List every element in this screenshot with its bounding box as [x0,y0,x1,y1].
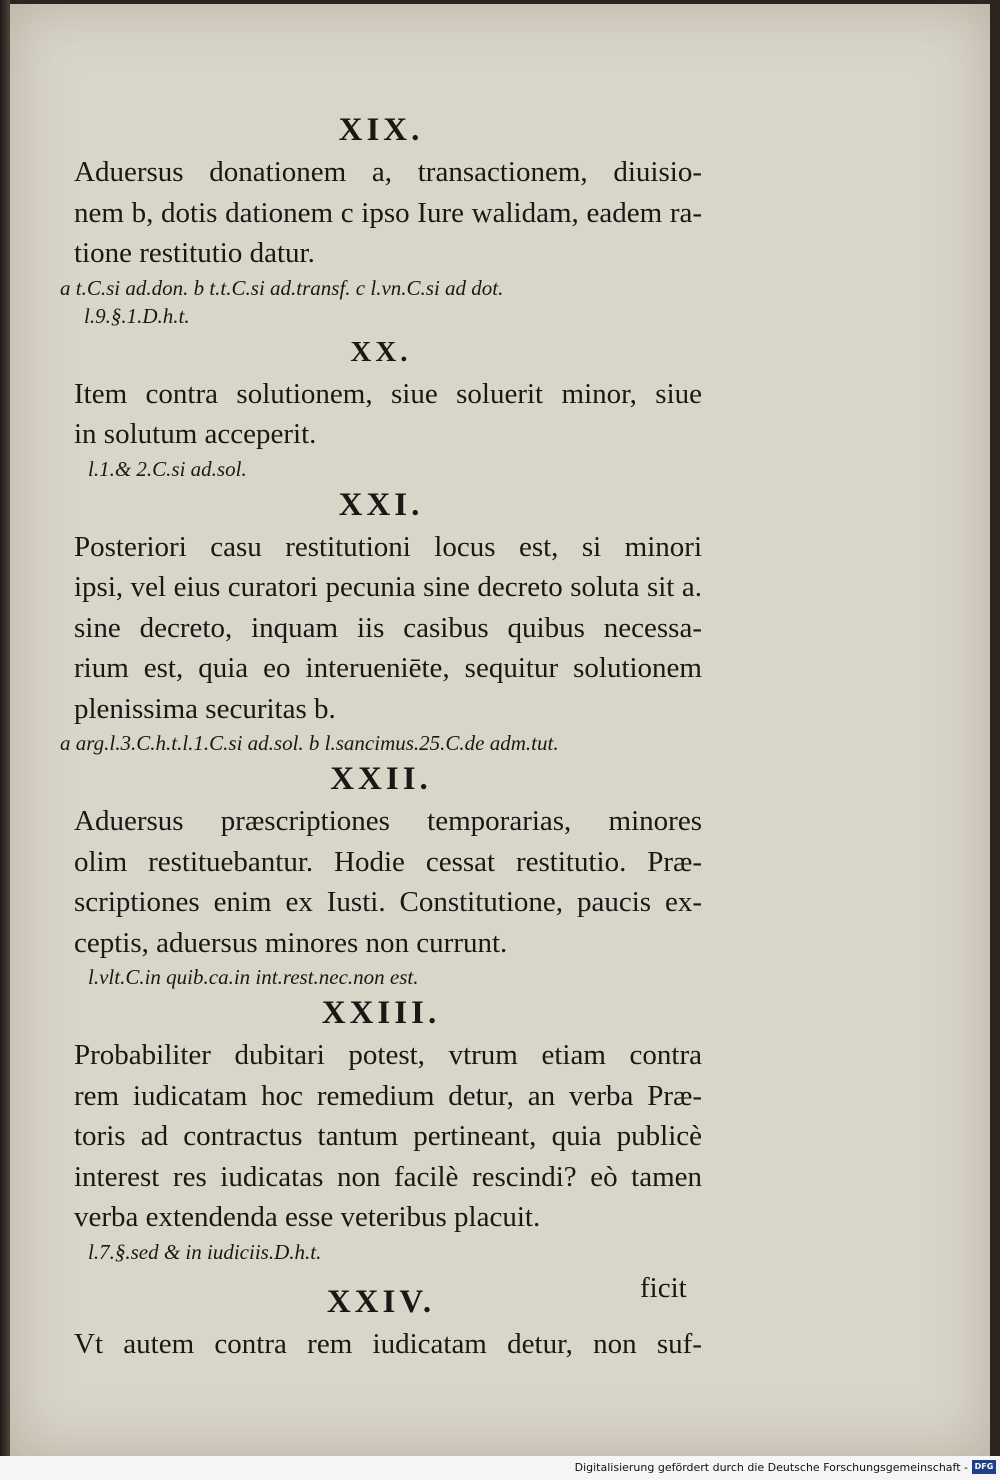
note-line: l.1.& 2.C.si ad.sol. [88,456,247,481]
section-heading: XXII. [330,761,432,797]
text-line: Probabiliter dubitari potest, vtrum etiam contra [74,1039,702,1071]
dfg-logo-icon: DFG [972,1460,996,1474]
text-line: Vt autem contra rem iudicatam detur, non suf- [74,1327,702,1360]
text-line: Item contra solutionem, siue soluerit minor, siue [74,377,702,410]
text-line: ipsi, vel eius curatori pecunia sine decreto soluta sit a. [74,571,702,603]
note-line: l.7.§.sed & in iudiciis.D.h.t. [88,1239,322,1264]
section-paragraph [60,801,702,963]
text-line: verba extendenda esse veteribus placuit. [74,1201,541,1233]
text-line: ceptis, aduersus minores non currunt. [74,926,508,959]
section-heading: XX. [350,335,412,368]
section-heading: XXIV. [326,1283,436,1320]
marginal-note [60,963,702,991]
section-paragraph [60,374,702,455]
text-line: tione restitutio datur. [74,237,315,269]
section-paragraph [60,1035,702,1238]
note-line: a arg.l.3.C.h.t.l.1.C.si ad.sol. b l.sancimus.25.C.de adm.tut. [60,731,559,755]
book-edge [0,0,10,1456]
text-line: Aduersus præscriptiones temporarias, minores [74,805,702,837]
text-line: rium est, quia eo interueniēte, sequitur solutionem [74,652,702,684]
section-heading: XIX. [338,112,424,148]
section-paragraph [60,152,702,274]
page-text [60,108,702,1364]
text-line: scriptiones enim ex Iusti. Constitutione, paucis ex- [74,886,702,918]
note-line: l.vlt.C.in quib.ca.in int.rest.nec.non est. [88,965,419,989]
section-paragraph [60,527,702,730]
note-line: a t.C.si ad.don. b t.t.C.si ad.transf. c l.vn.C.si ad dot. [60,275,504,300]
section-heading: XXI. [338,486,424,523]
footer-credit: Digitalisierung gefördert durch die Deutsche Forschungsgemeinschaft - [574,1461,968,1474]
text-line: rem iudicatam hoc remedium detur, an verba Præ- [74,1079,702,1112]
text-line: Posteriori casu restitutioni locus est, si minori [74,530,702,563]
footer-bar [0,1456,1000,1480]
text-line: in solutum acceperit. [74,418,317,450]
text-line: olim restituebantur. Hodie cessat restitutio. Præ- [74,845,702,878]
marginal-note [60,1238,702,1266]
catchword: ficit [640,1272,687,1304]
text-line: sine decreto, inquam iis casibus quibus necessa- [74,611,702,644]
text-line: plenissima securitas b. [74,692,336,725]
section-paragraph [60,1324,702,1365]
marginal-note [60,729,702,757]
note-line: l.9.§.1.D.h.t. [84,303,190,328]
section-heading: XXIII. [321,995,441,1031]
marginal-note [60,455,702,483]
text-line: toris ad contractus tantum pertineant, quia publicè [74,1120,702,1152]
marginal-note [60,274,702,330]
text-line: interest res iudicatas non facilè rescindi? eò tamen [74,1160,702,1193]
text-line: nem b, dotis dationem c ipso Iure walidam, eadem ra- [74,196,702,229]
text-line: Aduersus donationem a, transactionem, diuisio- [74,156,702,188]
